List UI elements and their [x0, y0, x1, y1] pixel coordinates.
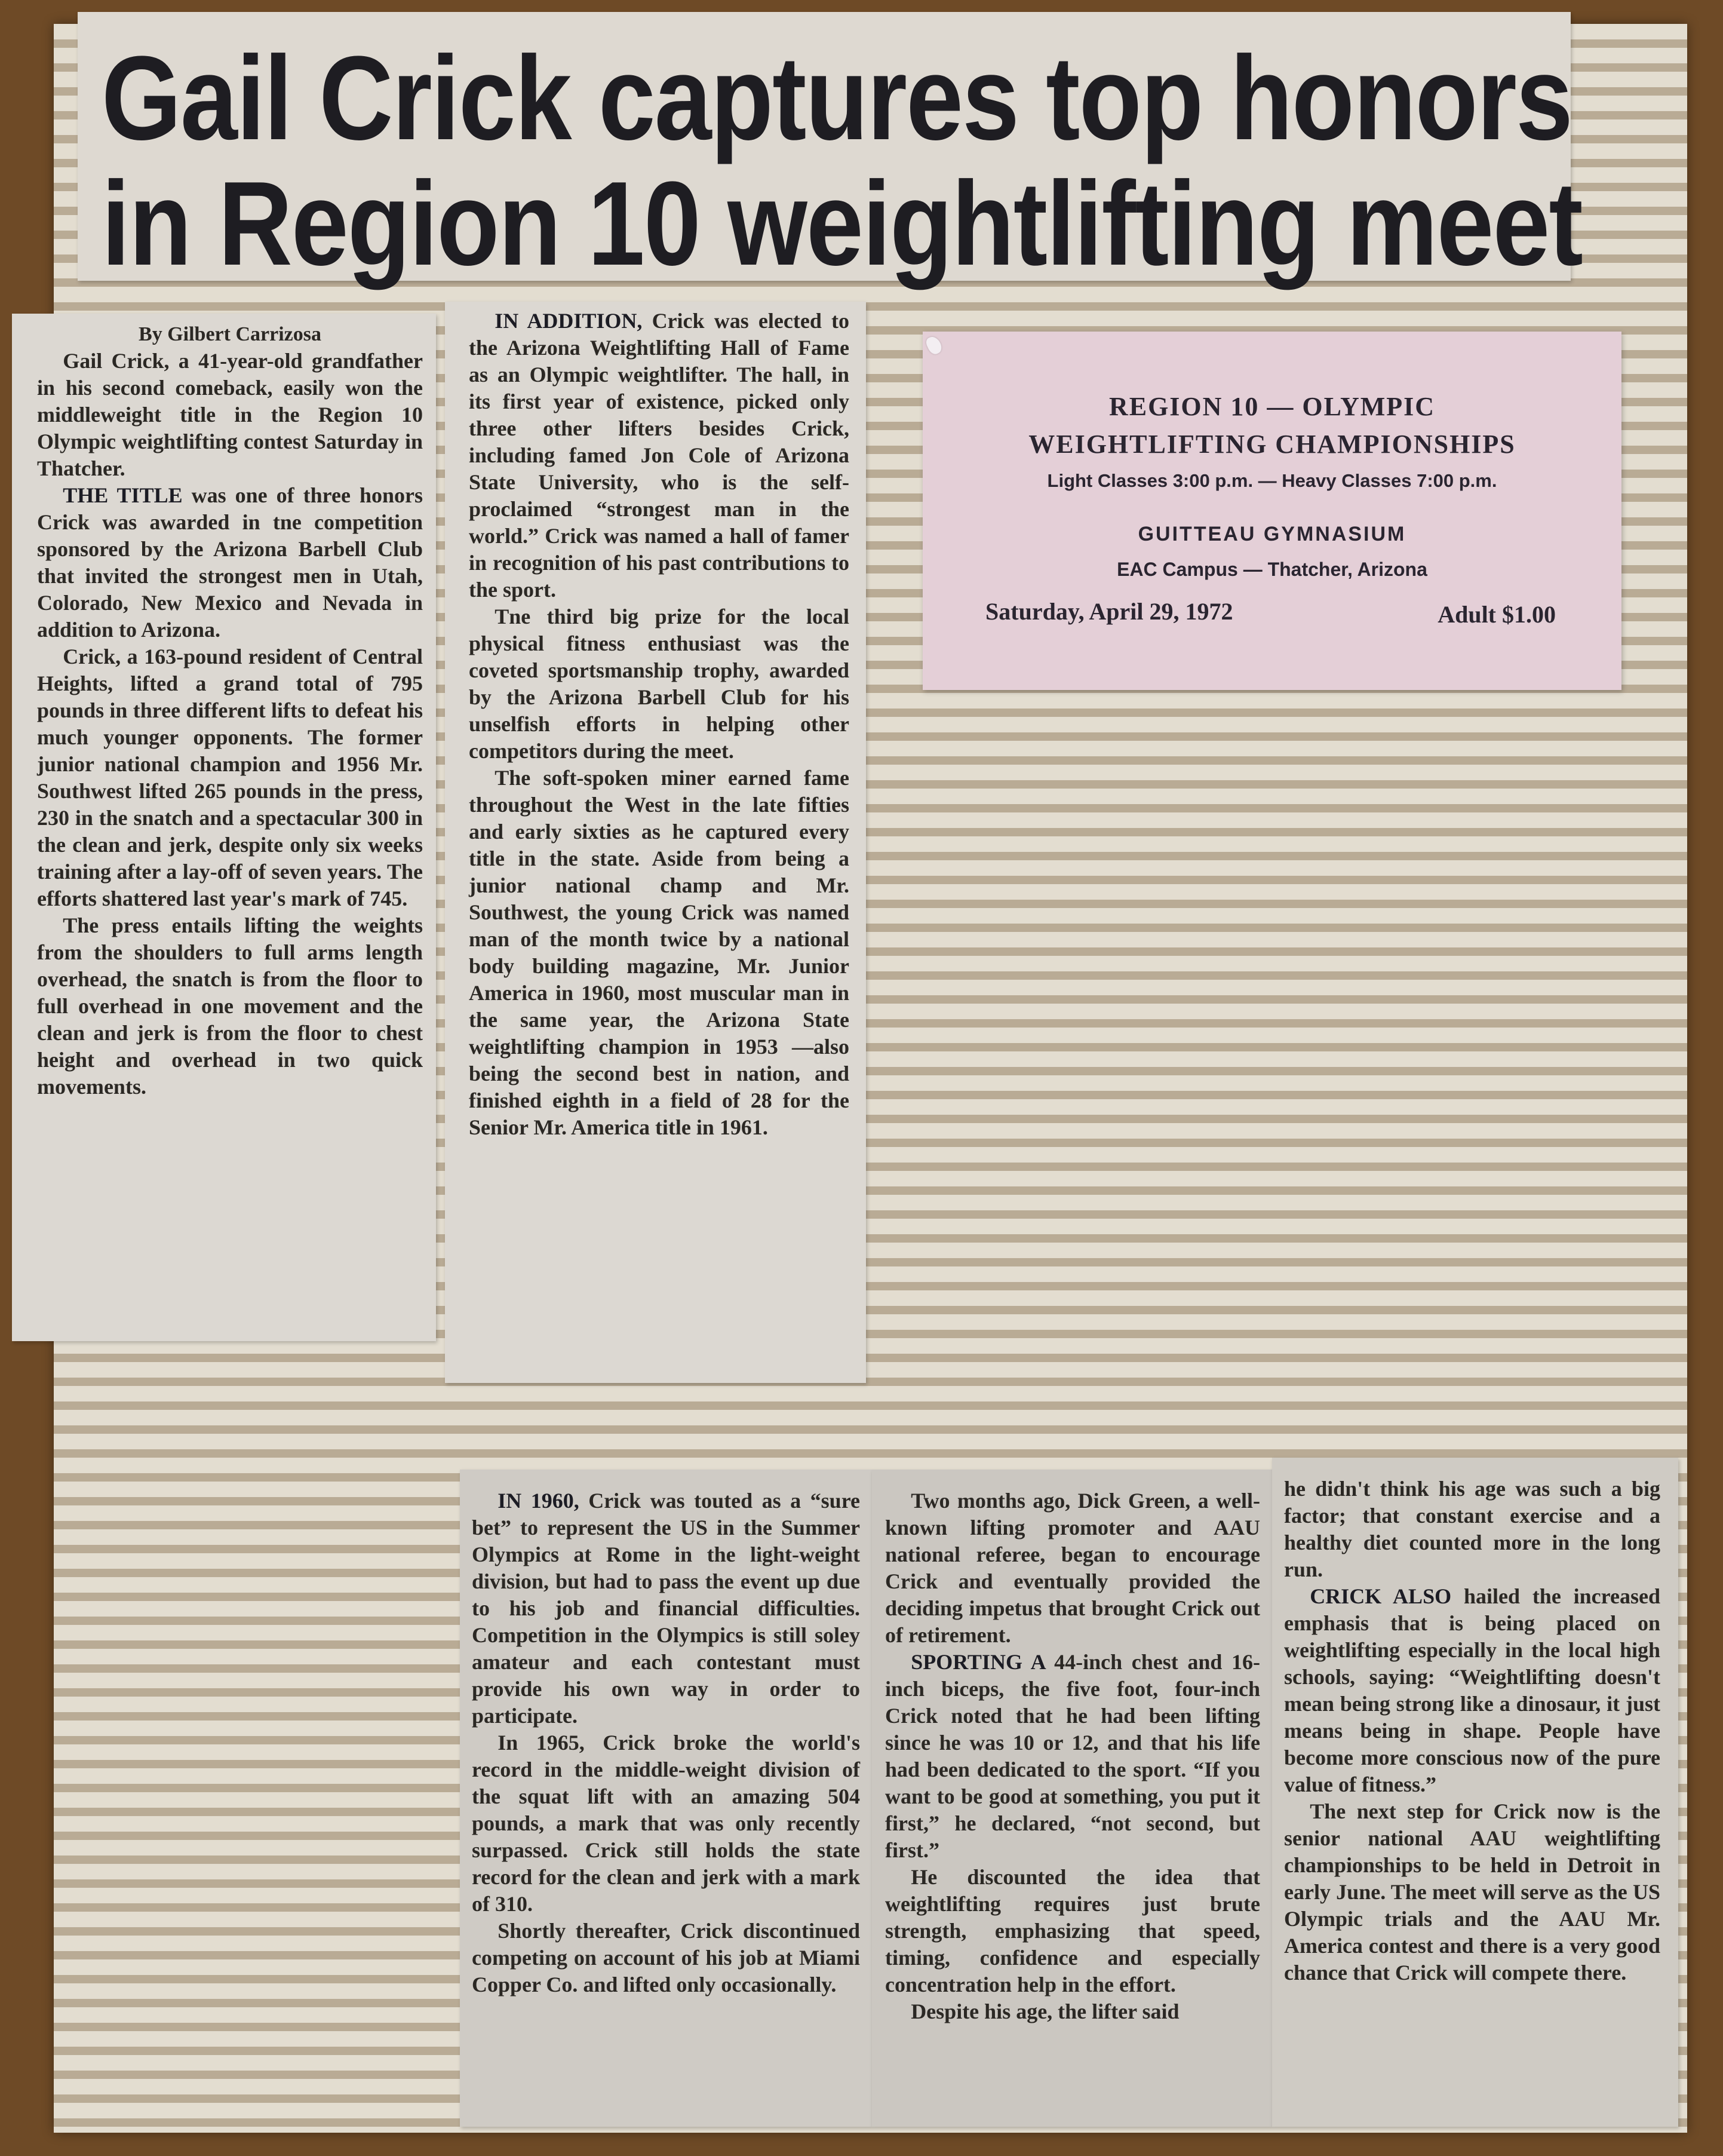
event-ticket: [923, 332, 1621, 690]
article-column-2: [445, 302, 866, 1383]
article-paragraph: [1284, 1583, 1660, 1798]
paragraph-text: He discounted the idea that weightlifting requires just brute strength, emphasizing that speed, timing, confidence and especially concentration help in the effort.: [885, 1865, 1260, 1996]
pushpin-icon: [925, 335, 944, 356]
article-paragraph: [472, 1729, 860, 1918]
column-3-body: [472, 1488, 860, 1998]
paragraph-text: In 1965, Crick broke the world's record in the middle-weight division of the squat lift with an amazing 504 pounds, a mark that was only recently surpassed. Crick still holds the state record for the clean and jerk with a mark of 310.: [472, 1731, 860, 1916]
article-paragraph: [37, 912, 423, 1100]
paragraph-kicker: THE TITLE: [63, 483, 183, 507]
headline-line-2: in Region 10 weightlifting meet: [102, 157, 1583, 290]
article-paragraph: [885, 1488, 1260, 1649]
paragraph-text: Two months ago, Dick Green, a well-known lifting promoter and AAU national referee, began to encourage Crick and eventually provided the deciding impetus that brought Crick out of retirement.: [885, 1489, 1260, 1647]
headline-clipping: [78, 12, 1583, 290]
paragraph-text: he didn't think his age was such a big factor; that constant exercise and a healthy diet counted more in the long run.: [1284, 1477, 1660, 1581]
paragraph-text: Crick, a 163-pound resident of Central Heights, lifted a grand total of 795 pounds in three different lifts to defeat his much younger opponents. The former junior national champion and 1956 Mr. Southwest lifted 265 pounds in the press, 230 in the snatch and a spectacular 300 in the clean and jerk, despite only six weeks training after a lay-off of seven years. The efforts shattered last year's mark of 745.: [37, 645, 423, 910]
paragraph-text: Crick was elected to the Arizona Weightlifting Hall of Fame as an Olympic weightlifter. The hall, in its first year of existence, picked only three other lifters besides Crick, including famed Jon Cole of Arizona State University, who is the self-proclaimed “strongest man in the world.” Crick was named a hall of famer in recognition of his past contributions to the sport.: [469, 309, 849, 602]
paragraph-text: was one of three honors Crick was awarded in tne competition sponsored by the Arizona Barbell Club that invited the strongest men in Utah, Colorado, New Mexico and Nevada in addition to Arizona.: [37, 483, 423, 642]
article-paragraph: [469, 765, 849, 1141]
article-column-1: [12, 314, 436, 1341]
column-2-body: [469, 308, 849, 1141]
article-paragraph: [37, 348, 423, 482]
column-4-body: [885, 1488, 1260, 2025]
paragraph-text: 44-inch chest and 16-inch biceps, the five foot, four-inch Crick noted that he had been lifting since he was 10 or 12, and that his life had been dedicated to the sport. “If you want to be good at something, you put it first,” he declared, “not second, but first.”: [885, 1650, 1260, 1862]
ticket-schedule: Light Classes 3:00 p.m. — Heavy Classes 7:00 p.m.: [1047, 470, 1497, 491]
headline-line-1: Gail Crick captures top honors: [102, 32, 1572, 165]
ticket-price: Adult $1.00: [1438, 601, 1556, 628]
paragraph-text: The next step for Crick now is the senior national AAU weightlifting championships to be held in Detroit in early June. The meet will serve as the US Olympic trials and the AAU Mr. America contest and there is a very good chance that Crick will compete there.: [1284, 1799, 1660, 1985]
paragraph-kicker: IN 1960,: [497, 1489, 579, 1513]
article-paragraph: [885, 1864, 1260, 1998]
article-paragraph: [472, 1488, 860, 1729]
article-paragraph: [472, 1918, 860, 1998]
paragraph-text: Despite his age, the lifter said: [911, 1999, 1180, 2023]
article-paragraph: [469, 603, 849, 765]
ticket-venue: GUITTEAU GYMNASIUM: [1138, 523, 1406, 545]
ticket-date: Saturday, April 29, 1972: [985, 598, 1233, 625]
article-paragraph: [885, 1649, 1260, 1864]
paragraph-text: Tne third big prize for the local physical fitness enthusiast was the coveted sportsmanship trophy, awarded by the Arizona Barbell Club for his unselfish efforts in helping other competitors during the meet.: [469, 605, 849, 763]
article-paragraph: [1284, 1798, 1660, 1986]
ticket-location: EAC Campus — Thatcher, Arizona: [1117, 559, 1427, 580]
paragraph-text: Crick was touted as a “sure bet” to represent the US in the Summer Olympics at Rome in the light-weight division, but had to pass the event up due to his job and financial difficulties. Competition in the Olympics is still soley amateur and each contestant must provide his own way in order to participate.: [472, 1489, 860, 1728]
article-paragraph: [1284, 1476, 1660, 1583]
paragraph-kicker: IN ADDITION,: [495, 309, 643, 333]
paragraph-kicker: CRICK ALSO: [1310, 1584, 1452, 1608]
paragraph-text: The press entails lifting the weights from the shoulders to full arms length overhead, the snatch is from the floor to full overhead in one movement and the clean and jerk is from the floor to chest height and overhead in two quick movements.: [37, 913, 423, 1099]
column-5-body: [1284, 1476, 1660, 1986]
article-paragraph: [37, 643, 423, 912]
article-column-4: [872, 1470, 1272, 2127]
ticket-title-line-2: WEIGHTLIFTING CHAMPIONSHIPS: [1028, 430, 1516, 459]
article-paragraph: [469, 308, 849, 603]
article-paragraph: [37, 482, 423, 643]
paragraph-text: Gail Crick, a 41-year-old grandfather in his second comeback, easily won the middleweight title in the Region 10 Olympic weightlifting contest Saturday in Thatcher.: [37, 349, 423, 480]
article-paragraph: [885, 1998, 1260, 2025]
ticket-title-line-1: REGION 10 — OLYMPIC: [1108, 392, 1436, 421]
byline: By Gilbert Carrizosa: [139, 323, 321, 345]
column-1-body: [37, 348, 423, 1100]
paragraph-text: hailed the increased emphasis that is being placed on weightlifting especially in the local high schools, saying: “Weightlifting doesn't mean being strong like a dinosaur, it just means being in shape. People have become more conscious now of the pure value of fitness.”: [1284, 1584, 1660, 1796]
paragraph-kicker: SPORTING A: [911, 1650, 1045, 1674]
paragraph-text: Shortly thereafter, Crick discontinued competing on account of his job at Miami Copper Co. and lifted only occasionally.: [472, 1919, 860, 1996]
paragraph-text: The soft-spoken miner earned fame throughout the West in the late fifties and early sixties as he captured every title in the state. Aside from being a junior national champ and Mr. Southwest, the young Crick was named man of the month twice by a national body building magazine, Mr. Junior America in 1960, most muscular man in the same year, the Arizona State weightlifting champion in 1953 —also being the second best in nation, and finished eighth in a field of 28 for the Senior Mr. America title in 1961.: [469, 766, 849, 1139]
article-column-3: [460, 1470, 872, 2127]
article-column-5: [1272, 1458, 1678, 2127]
